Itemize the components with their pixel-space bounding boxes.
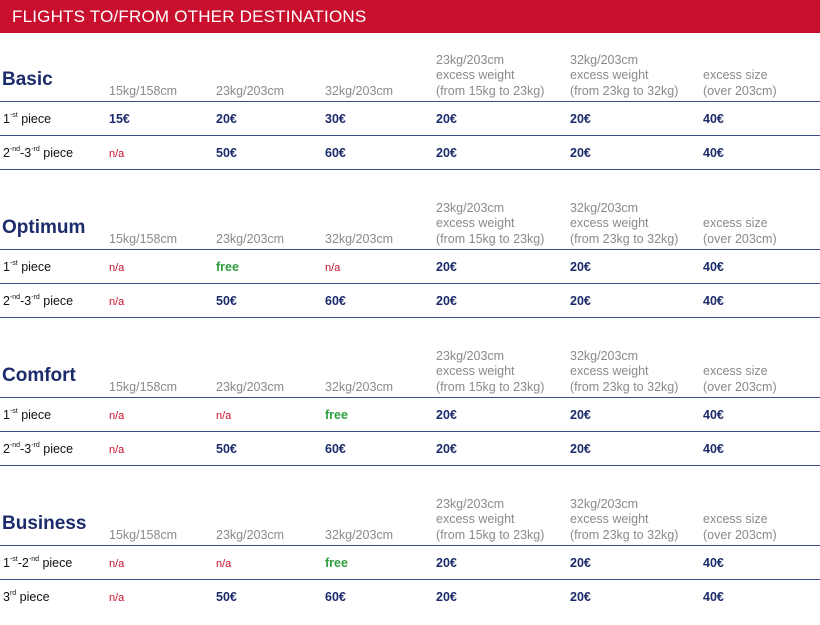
column-header: 23kg/203cm [216, 231, 285, 246]
fee-cell: 20€ [436, 442, 457, 456]
row-divider [0, 283, 820, 284]
row-label: $2^{-nd}-3^{-rd}$ piece [3, 145, 74, 160]
fee-cell: free [216, 260, 239, 274]
row-label: $1^{-st}-2^{-nd}$ piece [3, 555, 73, 570]
fee-cell: 40€ [703, 590, 724, 604]
fee-cell: 20€ [216, 112, 237, 126]
fee-cell: 20€ [436, 408, 457, 422]
fee-cell: 20€ [570, 112, 591, 126]
fee-cell: 40€ [703, 260, 724, 274]
column-header: 32kg/203cm excess weight (from 23kg to 32kg) [570, 496, 679, 542]
fare-section-optimum [0, 181, 820, 329]
column-header: 15kg/158cm [109, 231, 178, 246]
fee-cell: n/a [109, 296, 125, 308]
row-label: 3rd piece [3, 589, 50, 604]
fee-cell: 20€ [570, 294, 591, 308]
column-header: 32kg/203cm excess weight (from 23kg to 32kg) [570, 52, 679, 98]
row-label: $1^{-st}$ piece [3, 407, 52, 422]
fee-cell: 20€ [570, 556, 591, 570]
fee-cell: 50€ [216, 590, 237, 604]
fee-cell: 40€ [703, 146, 724, 160]
fee-cell: 50€ [216, 294, 237, 308]
fee-cell: 40€ [703, 294, 724, 308]
column-header: 32kg/203cm excess weight (from 23kg to 32kg) [570, 348, 679, 394]
column-header: 32kg/203cm excess weight (from 23kg to 32kg) [570, 200, 679, 246]
column-header: 23kg/203cm excess weight (from 15kg to 23kg) [436, 496, 545, 542]
row-divider [0, 397, 820, 398]
column-header: 15kg/158cm [109, 379, 178, 394]
fee-cell: 20€ [570, 408, 591, 422]
banner-title: FLIGHTS TO/FROM OTHER DESTINATIONS [12, 7, 367, 26]
fare-title: Optimum [2, 217, 86, 238]
fee-cell: free [325, 408, 348, 422]
row-divider [0, 135, 820, 136]
fare-section-basic [0, 33, 820, 181]
fee-cell: 50€ [216, 442, 237, 456]
column-header: 32kg/203cm [325, 83, 394, 98]
row-divider [0, 545, 820, 546]
fee-cell: 20€ [570, 590, 591, 604]
fare-section-comfort [0, 329, 820, 477]
column-header: 23kg/203cm excess weight (from 15kg to 23kg) [436, 52, 545, 98]
fee-cell: 20€ [570, 260, 591, 274]
column-header: 23kg/203cm [216, 379, 285, 394]
fee-cell: 20€ [436, 260, 457, 274]
page-banner [0, 0, 820, 33]
column-header: excess size (over 203cm) [703, 364, 777, 394]
fee-cell: n/a [109, 262, 125, 274]
fee-cell: n/a [109, 148, 125, 160]
fee-cell: 20€ [570, 146, 591, 160]
fee-cell: 60€ [325, 294, 346, 308]
row-divider [0, 465, 820, 466]
fee-cell: 20€ [570, 442, 591, 456]
fee-cell: 15€ [109, 112, 130, 126]
fee-cell: 20€ [436, 294, 457, 308]
column-header: 23kg/203cm [216, 83, 285, 98]
fare-title: Basic [2, 69, 53, 90]
fee-cell: n/a [216, 558, 232, 570]
fee-cell: 30€ [325, 112, 346, 126]
fee-cell: 20€ [436, 556, 457, 570]
column-header: 32kg/203cm [325, 527, 394, 542]
fee-cell: 40€ [703, 408, 724, 422]
fee-cell: 20€ [436, 112, 457, 126]
row-divider [0, 249, 820, 250]
row-divider [0, 317, 820, 318]
column-header: excess size (over 203cm) [703, 512, 777, 542]
column-header: excess size (over 203cm) [703, 68, 777, 98]
row-label: $2^{-nd}-3^{-rd}$ piece [3, 441, 74, 456]
fare-title: Business [2, 513, 87, 534]
column-header: 32kg/203cm [325, 379, 394, 394]
row-divider [0, 579, 820, 580]
fee-cell: n/a [216, 410, 232, 422]
column-header: 23kg/203cm [216, 527, 285, 542]
row-divider [0, 169, 820, 170]
fee-cell: n/a [109, 410, 125, 422]
fare-title: Comfort [2, 365, 76, 386]
row-divider [0, 101, 820, 102]
fee-cell: n/a [109, 444, 125, 456]
fee-cell: free [325, 556, 348, 570]
column-header: 15kg/158cm [109, 83, 178, 98]
column-header: excess size (over 203cm) [703, 216, 777, 246]
fee-cell: 40€ [703, 112, 724, 126]
fee-cell: 60€ [325, 146, 346, 160]
row-divider [0, 431, 820, 432]
column-header: 32kg/203cm [325, 231, 394, 246]
column-header: 15kg/158cm [109, 527, 178, 542]
fee-cell: 20€ [436, 590, 457, 604]
fare-section-business [0, 477, 820, 625]
row-label: $1^{-st}$ piece [3, 111, 52, 126]
fee-cell: n/a [109, 592, 125, 604]
fee-cell: 40€ [703, 442, 724, 456]
fee-cell: 50€ [216, 146, 237, 160]
fee-cell: 20€ [436, 146, 457, 160]
row-label: $2^{-nd}-3^{-rd}$ piece [3, 293, 74, 308]
column-header: 23kg/203cm excess weight (from 15kg to 23kg) [436, 200, 545, 246]
row-label: $1^{-st}$ piece [3, 259, 52, 274]
fee-cell: 60€ [325, 442, 346, 456]
fee-cell: n/a [109, 558, 125, 570]
column-header: 23kg/203cm excess weight (from 15kg to 23kg) [436, 348, 545, 394]
fee-cell: 40€ [703, 556, 724, 570]
fee-cell: n/a [325, 262, 341, 274]
fee-cell: 60€ [325, 590, 346, 604]
